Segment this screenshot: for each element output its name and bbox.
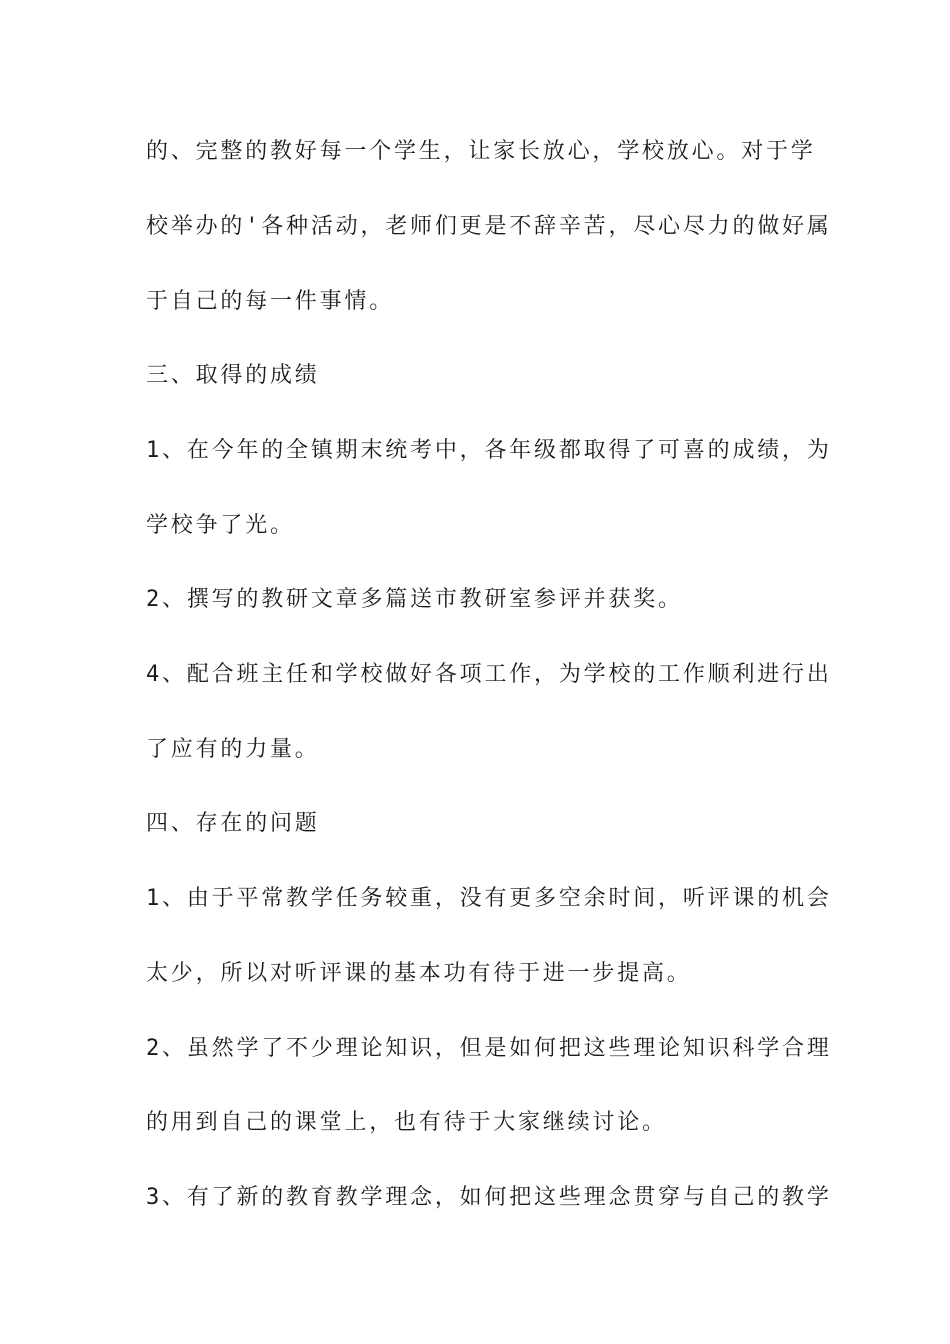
section-heading: 四、存在的问题: [146, 811, 320, 836]
paragraph-line: 3、有了新的教育教学理念，如何把这些理念贯穿与自己的教学: [146, 1185, 832, 1210]
paragraph-line: 的用到自己的课堂上，也有待于大家继续讨论。: [146, 1110, 667, 1135]
paragraph-line: 1、在今年的全镇期末统考中，各年级都取得了可喜的成绩，为: [146, 438, 832, 463]
paragraph-line: 了应有的力量。: [146, 737, 320, 762]
paragraph-line: 学校争了光。: [146, 513, 295, 538]
paragraph-line: 2、虽然学了不少理论知识，但是如何把这些理论知识科学合理: [146, 1036, 832, 1061]
paragraph-line: 2、撰写的教研文章多篇送市教研室参评并获奖。: [146, 587, 683, 612]
section-heading: 三、取得的成绩: [146, 363, 320, 388]
paragraph-line: 1、由于平常教学任务较重，没有更多空余时间，听评课的机会: [146, 886, 832, 911]
paragraph-line: 太少，所以对听评课的基本功有待于进一步提高。: [146, 961, 692, 986]
paragraph-line: 4、配合班主任和学校做好各项工作，为学校的工作顺利进行出: [146, 662, 832, 687]
paragraph-line: 的、完整的教好每一个学生，让家长放心，学校放心。对于学: [146, 139, 816, 164]
paragraph-line: 于自己的每一件事情。: [146, 289, 395, 314]
paragraph-line: 校举办的'各种活动，老师们更是不辞辛苦，尽心尽力的做好属: [146, 214, 832, 239]
